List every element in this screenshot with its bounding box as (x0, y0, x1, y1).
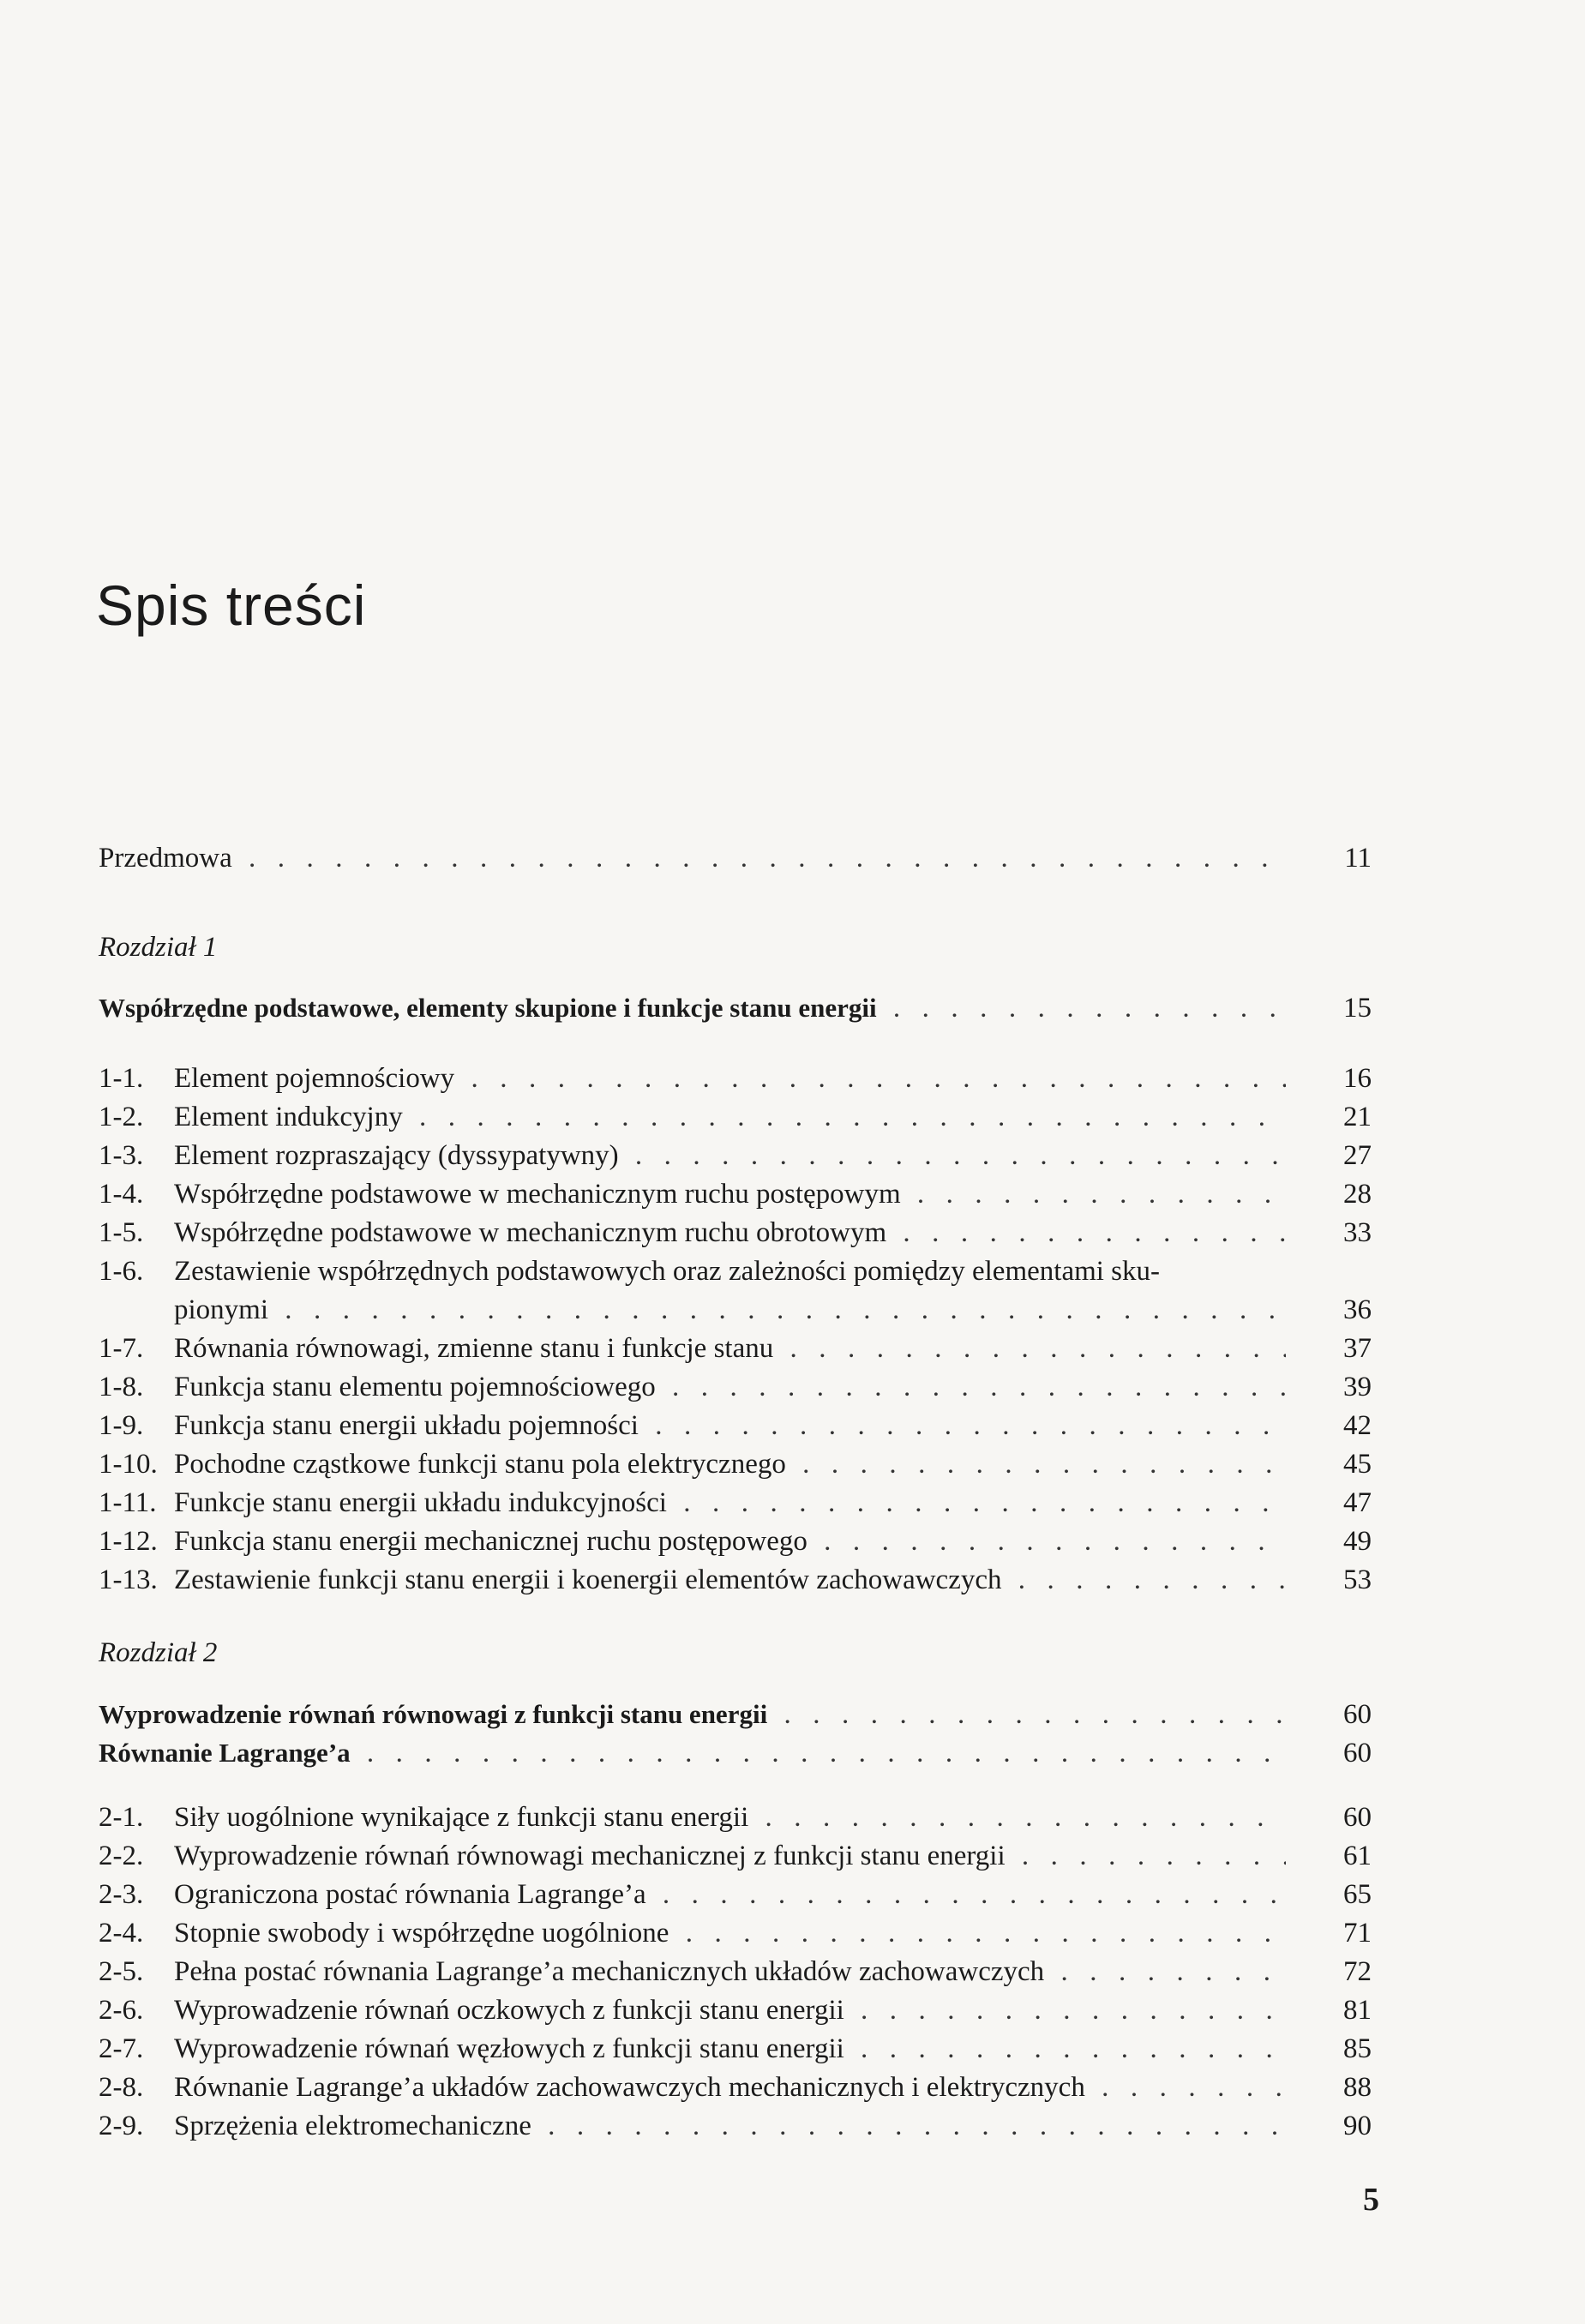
entry-page: 36 (1343, 1294, 1372, 1325)
entry-page: 81 (1343, 1995, 1372, 2026)
entry-title: Wyprowadzenie równań równowagi z funkcji stanu energii (99, 1699, 768, 1729)
entry-page: 42 (1343, 1410, 1372, 1441)
entry-page: 37 (1343, 1333, 1372, 1364)
chapter-heading (99, 1695, 1380, 1734)
entry-title: Przedmowa (99, 843, 232, 874)
entry-title: Funkcje stanu energii układu indukcyjności (174, 1487, 667, 1518)
toc-entry (99, 1097, 1380, 1137)
toc-entry (99, 1252, 1380, 1291)
entry-number: 2-2. (99, 1841, 144, 1871)
entry-page: 15 (1343, 993, 1372, 1024)
entry-page: 39 (1343, 1372, 1372, 1402)
entry-number: 2-5. (99, 1956, 144, 1987)
entry-page: 60 (1343, 1699, 1372, 1730)
toc-entry (99, 1483, 1380, 1522)
entry-number: 1-2. (99, 1102, 144, 1132)
entry-page: 33 (1343, 1217, 1372, 1248)
entry-title: Współrzędne podstawowe w mechanicznym ruchu postępowym (174, 1179, 901, 1210)
entry-title: Współrzędne podstawowe w mechanicznym ruchu obrotowym (174, 1217, 887, 1248)
toc-entry (99, 1367, 1380, 1407)
toc-entry (99, 2106, 1380, 2146)
toc-entry (99, 1444, 1380, 1484)
entry-page: 28 (1343, 1179, 1372, 1210)
entry-page: 16 (1343, 1063, 1372, 1094)
entry-page: 49 (1343, 1526, 1372, 1557)
entry-page: 60 (1343, 1802, 1372, 1833)
entry-title: Ograniczona postać równania Lagrange’a (174, 1879, 646, 1910)
entry-title: Równanie Lagrange’a układów zachowawczych mechanicznych i elektrycznych (174, 2072, 1085, 2103)
entry-title: Wyprowadzenie równań równowagi mechanicznej z funkcji stanu energii (174, 1841, 1006, 1871)
entry-page: 45 (1343, 1449, 1372, 1480)
chapter-label: Rozdział 2 (99, 1637, 218, 1668)
entry-number: 1-1. (99, 1063, 144, 1094)
entry-title-continuation: pionymi (174, 1294, 269, 1325)
toc-entry-preface (99, 838, 1380, 878)
entry-page: 71 (1343, 1918, 1372, 1949)
page-title: Spis treści (96, 573, 367, 637)
entry-number: 2-4. (99, 1918, 144, 1949)
toc-entry (99, 1136, 1380, 1175)
toc-entry (99, 1798, 1380, 1837)
toc-entry (99, 1522, 1380, 1561)
entry-title: Pochodne cząstkowe funkcji stanu pola elektrycznego (174, 1449, 786, 1480)
toc-entry (99, 1560, 1380, 1600)
entry-page: 21 (1343, 1102, 1372, 1132)
page-number: 5 (1363, 2182, 1379, 2218)
entry-page: 72 (1343, 1956, 1372, 1987)
entry-number: 2-9. (99, 2111, 144, 2141)
entry-title: Równanie Lagrange’a (99, 1738, 351, 1768)
entry-number: 2-8. (99, 2072, 144, 2103)
entry-page: 11 (1344, 843, 1372, 874)
entry-number: 1-9. (99, 1410, 144, 1441)
entry-number: 1-13. (99, 1564, 158, 1595)
toc-entry (99, 1059, 1380, 1098)
toc-entry (99, 1952, 1380, 1991)
toc-entry (99, 2029, 1380, 2069)
entry-title: Pełna postać równania Lagrange’a mechanicznych układów zachowawczych (174, 1956, 1045, 1987)
entry-title: Stopnie swobody i współrzędne uogólnione (174, 1918, 669, 1949)
entry-number: 1-3. (99, 1140, 144, 1171)
entry-number: 1-11. (99, 1487, 157, 1518)
toc-entry (99, 1913, 1380, 1953)
entry-number: 1-7. (99, 1333, 144, 1364)
toc-entry (99, 1875, 1380, 1914)
toc-entry (99, 1991, 1380, 2030)
entry-title: Funkcja stanu energii układu pojemności (174, 1410, 639, 1441)
chapter-label: Rozdział 1 (99, 932, 218, 963)
chapter-heading (99, 1733, 1380, 1773)
entry-page: 61 (1343, 1841, 1372, 1871)
entry-page: 60 (1343, 1738, 1372, 1769)
entry-title: Element rozpraszający (dyssypatywny) (174, 1140, 619, 1171)
entry-number: 2-6. (99, 1995, 144, 2026)
entry-title: Zestawienie współrzędnych podstawowych oraz zależności pomiędzy elementami sku- (174, 1256, 1161, 1287)
entry-number: 2-3. (99, 1879, 144, 1910)
entry-number: 1-6. (99, 1256, 144, 1287)
entry-title: Funkcja stanu energii mechanicznej ruchu postępowego (174, 1526, 808, 1557)
entry-page: 27 (1343, 1140, 1372, 1171)
entry-title: Element indukcyjny (174, 1102, 403, 1132)
entry-title: Wyprowadzenie równań oczkowych z funkcji stanu energii (174, 1995, 844, 2026)
entry-page: 88 (1343, 2072, 1372, 2103)
entry-page: 47 (1343, 1487, 1372, 1518)
entry-number: 1-10. (99, 1449, 158, 1480)
entry-title: Funkcja stanu elementu pojemnościowego (174, 1372, 656, 1402)
entry-title: Współrzędne podstawowe, elementy skupione i funkcje stanu energii (99, 993, 877, 1023)
entry-title: Element pojemnościowy (174, 1063, 455, 1094)
toc-entry (99, 1174, 1380, 1214)
toc-entry-continuation (99, 1290, 1380, 1330)
entry-title: Zestawienie funkcji stanu energii i koenergii elementów zachowawczych (174, 1564, 1002, 1595)
entry-page: 53 (1343, 1564, 1372, 1595)
entry-title: Siły uogólnione wynikające z funkcji stanu energii (174, 1802, 749, 1833)
entry-page: 85 (1343, 2033, 1372, 2064)
toc-entry (99, 1213, 1380, 1252)
entry-page: 90 (1343, 2111, 1372, 2141)
entry-number: 1-5. (99, 1217, 144, 1248)
toc-entry (99, 1406, 1380, 1445)
entry-title: Równania równowagi, zmienne stanu i funkcje stanu (174, 1333, 774, 1364)
chapter-heading (99, 988, 1380, 1028)
entry-number: 1-8. (99, 1372, 144, 1402)
entry-number: 2-7. (99, 2033, 144, 2064)
entry-number: 1-12. (99, 1526, 158, 1557)
toc-entry (99, 2068, 1380, 2107)
entry-page: 65 (1343, 1879, 1372, 1910)
entry-title: Wyprowadzenie równań węzłowych z funkcji stanu energii (174, 2033, 844, 2064)
toc-entry (99, 1329, 1380, 1368)
toc-entry (99, 1836, 1380, 1876)
entry-number: 1-4. (99, 1179, 144, 1210)
entry-title: Sprzężenia elektromechaniczne (174, 2111, 531, 2141)
entry-number: 2-1. (99, 1802, 144, 1833)
